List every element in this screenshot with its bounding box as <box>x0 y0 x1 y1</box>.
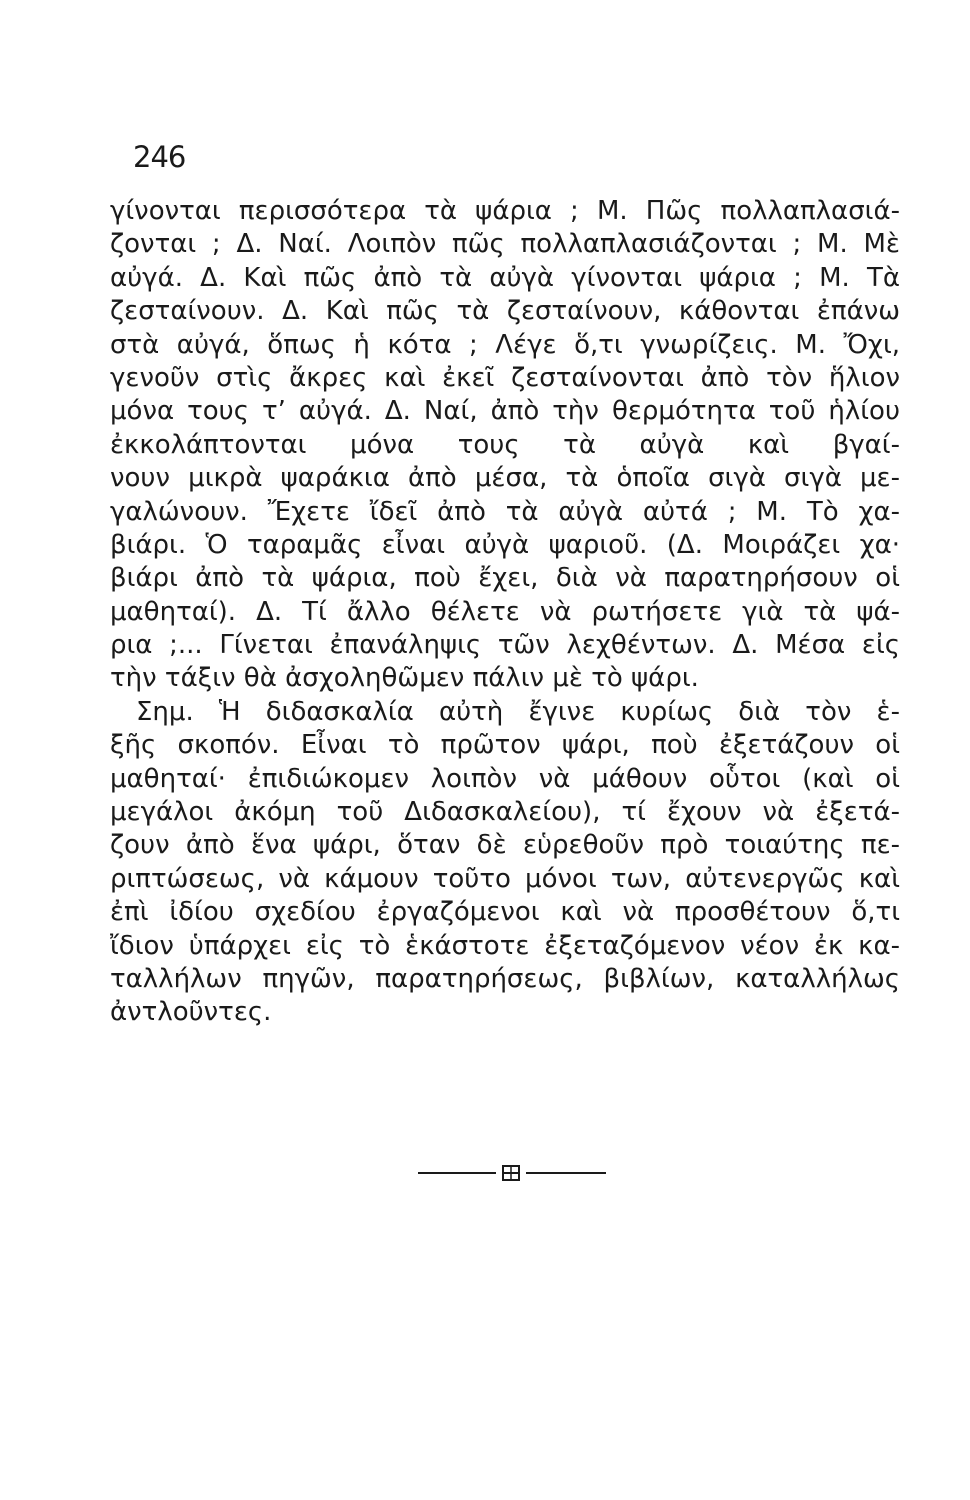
note-line: μαθηταί· ἐπιδιώκομεν λοιπὸν νὰ μάθουν οὗτοι (καὶ οἱ <box>110 763 900 794</box>
text-line: γενοῦν στὶς ἄκρες καὶ ἐκεῖ ζεσταίνονται ἀπὸ τὸν ἥλιον <box>110 362 900 393</box>
note-line: ἀντλοῦντες. <box>110 997 272 1028</box>
divider-rule-right <box>526 1172 606 1174</box>
text-line: νουν μικρὰ ψαράκια ἀπὸ μέσα, τὰ ὁποῖα σιγὰ σιγὰ με- <box>110 463 900 494</box>
note-line: ἴδιον ὑπάρχει εἰς τὸ ἑκάστοτε ἐξεταζόμενον νέον ἐκ κα- <box>110 930 900 961</box>
text-line: μόνα τους τ’ αὐγά. Δ. Ναί, ἀπὸ τὴν θερμότητα τοῦ ἡλίου <box>110 396 900 427</box>
note-line: Σημ. Ἡ διδασκαλία αὐτὴ ἔγινε κυρίως διὰ τὸν ἑ- <box>136 696 900 727</box>
text-line: βιάρι ἀπὸ τὰ ψάρια, ποὺ ἔχει, διὰ νὰ παρατηρήσουν οἱ <box>110 563 900 594</box>
note-line: μεγάλοι ἀκόμη τοῦ Διδασκαλείου), τί ἔχουν νὰ ἐξετά- <box>110 797 900 828</box>
note-line: ξῆς σκοπόν. Εἶναι τὸ πρῶτον ψάρι, ποὺ ἐξετάζουν οἱ <box>110 730 900 761</box>
note-line: ἐπὶ ἰδίου σχεδίου ἐργαζόμενοι καὶ νὰ προσθέτουν ὅ,τι <box>110 897 900 928</box>
text-line: ζεσταίνουν. Δ. Καὶ πῶς τὰ ζεσταίνουν, κάθονται ἐπάνω <box>110 296 900 327</box>
note-line: ζουν ἀπὸ ἕνα ψάρι, ὅταν δὲ εὑρεθοῦν πρὸ τοιαύτης πε- <box>110 830 900 861</box>
text-line: βιάρι. Ὁ ταραμᾶς εἶναι αὐγὰ ψαριοῦ. (Δ. Μοιράζει χα· <box>110 529 900 560</box>
text-line: γαλώνουν. Ἔχετε ἴδεῖ ἀπὸ τὰ αὐγὰ αὐτά ; Μ. Τὸ χα- <box>110 496 900 527</box>
text-line: τὴν τάξιν θὰ ἀσχοληθῶμεν πάλιν μὲ τὸ ψάρι. <box>110 663 699 694</box>
divider-rule-left <box>418 1172 496 1174</box>
text-line: ζονται ; Δ. Ναί. Λοιπὸν πῶς πολλαπλασιάζονται ; Μ. Μὲ <box>110 229 900 260</box>
text-line-spaced: ἐκκολάπτονται μόνα τους τὰ αὐγὰ καὶ βγαί- <box>110 429 900 460</box>
ornament-divider-icon <box>499 1164 523 1182</box>
text-line: γίνονται περισσότερα τὰ ψάρια ; Μ. Πῶς πολλαπλασιά- <box>110 196 900 226</box>
note-line: ταλλήλων πηγῶν, παρατηρήσεως, βιβλίων, καταλλήλως <box>110 963 900 994</box>
note-line: ριπτώσεως, νὰ κάμουν τοῦτο μόνοι των, αὐτενεργῶς καὶ <box>110 863 900 894</box>
text-line: ρια ;... Γίνεται ἐπανάληψις τῶν λεχθέντων. Δ. Μέσα εἰς <box>110 630 900 661</box>
body-text <box>110 195 900 1030</box>
section-divider <box>418 1163 606 1183</box>
text-line: αὐγά. Δ. Καὶ πῶς ἀπὸ τὰ αὐγὰ γίνονται ψάρια ; Μ. Τὰ <box>110 262 900 293</box>
text-line: στὰ αὐγά, ὅπως ἡ κότα ; Λέγε ὅ,τι γνωρίζεις. Μ. Ὄχι, <box>110 329 900 360</box>
text-line: μαθηταί). Δ. Τί ἄλλο θέλετε νὰ ρωτήσετε γιὰ τὰ ψά- <box>110 596 900 627</box>
page-number: 246 <box>133 140 186 174</box>
